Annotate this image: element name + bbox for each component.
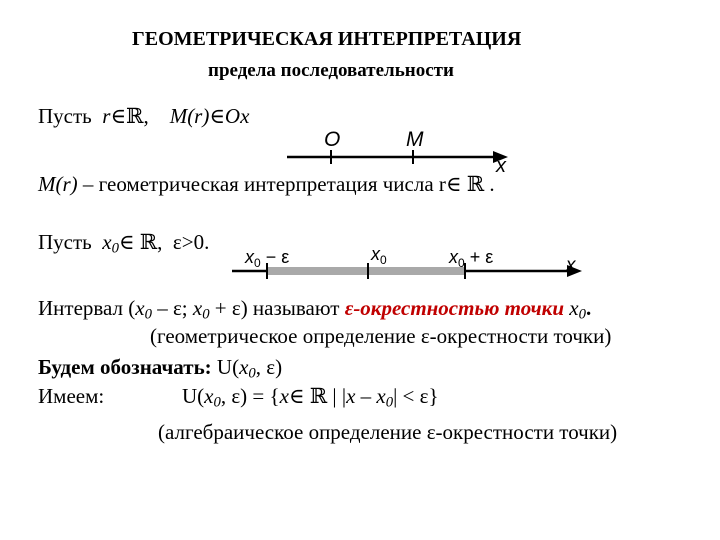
label-O: O xyxy=(324,128,341,151)
geom-interp-line xyxy=(38,172,495,197)
in-symbol-4: ∈ xyxy=(118,230,135,254)
label-x0: $x_0$ xyxy=(371,244,387,267)
reals-bar: ℝ | | xyxy=(304,384,347,408)
denote-b: , ε) xyxy=(255,355,283,379)
var-r: r xyxy=(102,104,111,128)
epsilon: ε xyxy=(172,230,182,254)
in-symbol-3: ∈ xyxy=(445,172,462,196)
label-x0-minus-eps: $x_0 - \varepsilon$ xyxy=(245,247,290,270)
neighborhood-interval xyxy=(267,267,465,275)
denote-label: Будем обозначать: xyxy=(38,355,212,379)
geom-definition-note: (геометрическое определение ε-окрестности точки) xyxy=(150,324,612,348)
page-title: ГЕОМЕТРИЧЕСКАЯ ИНТЕРПРЕТАЦИЯ xyxy=(132,28,522,50)
axis-Ox: Ox xyxy=(224,104,250,128)
have-label: Имеем: xyxy=(38,384,105,408)
have-formula xyxy=(182,384,439,409)
label-x0-plus-eps: $x_0 + \varepsilon$ xyxy=(449,247,494,270)
in-symbol-5: ∈ xyxy=(288,384,305,408)
reals-symbol: ℝ xyxy=(125,104,144,128)
var-x0-b: $x_0$ xyxy=(192,296,210,323)
var-M: M xyxy=(169,104,188,128)
var-x0-e: $x_0$ xyxy=(204,384,221,411)
page-subtitle: предела последовательности xyxy=(208,60,454,81)
interval-period: . xyxy=(585,296,592,320)
denote-a: U( xyxy=(211,355,240,379)
geom-interp-text: – геометрическая интерпретация числа r xyxy=(77,172,446,196)
label-x-2: x xyxy=(566,255,576,276)
interval-line xyxy=(38,296,591,321)
number-axis-2 xyxy=(232,244,582,279)
have-d: | < ε} xyxy=(393,384,439,408)
have-a: U( xyxy=(182,384,205,408)
var-x0-f: $x_0$ xyxy=(376,384,394,411)
period: . xyxy=(484,172,495,196)
interval-text-c: + ε) называют xyxy=(209,296,345,320)
in-symbol: ∈ xyxy=(110,104,126,128)
label-x-1: x xyxy=(496,155,506,177)
let-x0-line xyxy=(38,230,209,255)
var-x0: $x_0$ xyxy=(102,230,119,257)
var-x0-a: $x_0$ xyxy=(135,296,152,323)
paren-r-2: (r) xyxy=(55,172,78,196)
denote-line xyxy=(38,355,282,380)
var-M-2: M xyxy=(38,172,56,196)
label-M: M xyxy=(406,128,424,151)
minus: – xyxy=(355,384,377,408)
var-x0-c: $x_0$ xyxy=(564,296,586,323)
number-axis-1 xyxy=(287,128,508,177)
let-word-2: Пусть xyxy=(38,230,92,254)
gt-zero: >0. xyxy=(181,230,210,254)
var-x0-d: $x_0$ xyxy=(239,355,256,382)
var-x: x xyxy=(279,384,289,408)
paren-r: (r) xyxy=(187,104,210,128)
in-symbol-2: ∈ xyxy=(209,104,225,128)
interval-text-b: – ε; xyxy=(151,296,193,320)
let-word: Пусть xyxy=(38,104,92,128)
reals-symbol-3: ℝ, xyxy=(134,230,163,254)
alg-definition-note: (алгебраическое определение ε-окрестности точки) xyxy=(158,420,618,444)
eps-neighborhood-term: ε-окрестностью точки xyxy=(344,296,565,320)
have-b: , ε) = { xyxy=(220,384,280,408)
comma: , xyxy=(143,104,149,128)
reals-symbol-2: ℝ xyxy=(461,172,485,196)
interval-text-a: Интервал ( xyxy=(38,296,136,320)
var-x-2: x xyxy=(346,384,356,408)
